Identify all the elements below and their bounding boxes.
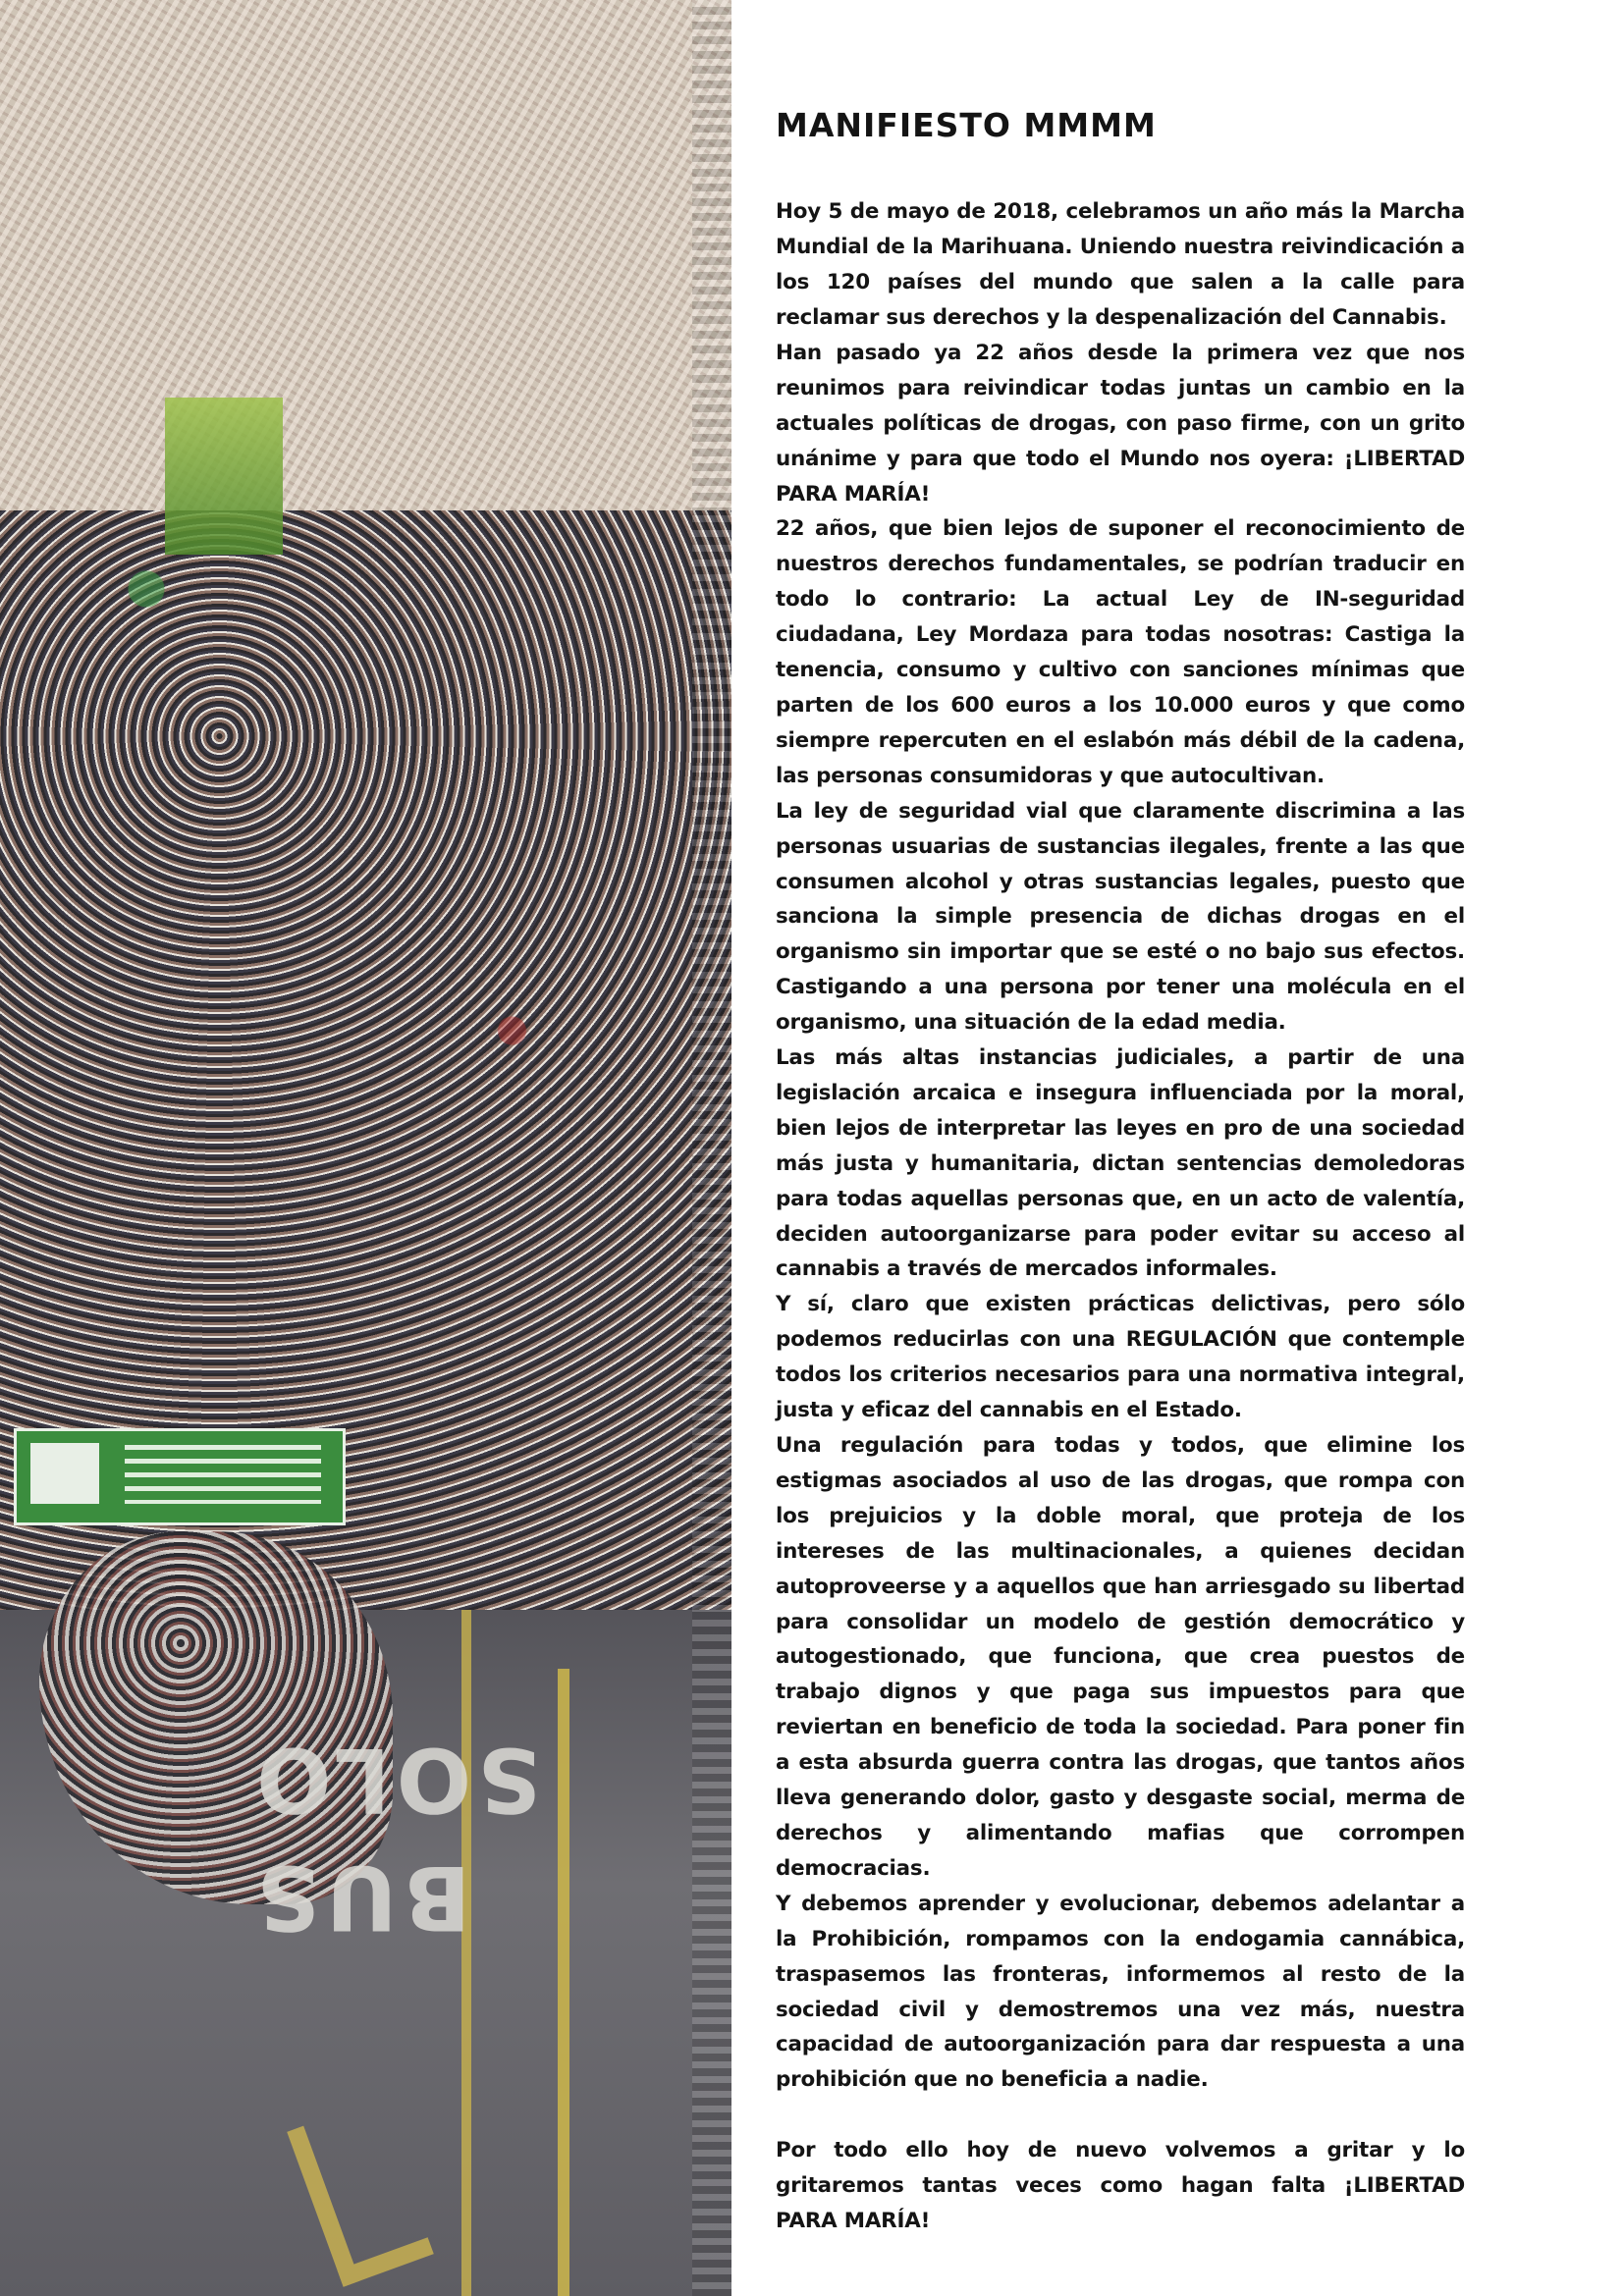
green-sign xyxy=(165,398,283,555)
paragraph: Han pasado ya 22 años desde la primera vez que nos reunimos para reivindicar todas juntas un cambio en la actuales políticas de drogas, con paso firme, con un grito unánime y para que todo el Mundo nos oyera: ¡LIBERTAD PARA MARÍA! xyxy=(776,340,1465,507)
banner-logo xyxy=(30,1443,99,1504)
closing-paragraph: Por todo ello hoy de nuevo volvemos a gritar y lo gritaremos tantas veces como hagan falta ¡LIBERTAD PARA MARÍA! xyxy=(776,2138,1465,2234)
manifesto-article xyxy=(776,108,1465,2239)
road-marking-bus: BUS xyxy=(250,1845,471,1949)
lane-line xyxy=(558,1669,569,2296)
march-crowd-photo xyxy=(0,0,731,2296)
march-banner xyxy=(14,1428,346,1525)
paragraph: Y sí, claro que existen prácticas delictivas, pero sólo podemos reducirlas con una REGULACIÓN que contemple todos los criterios necesarios para una normativa integral, justa y eficaz del cannabis en el Estado. xyxy=(776,1292,1465,1423)
lane-line xyxy=(461,1610,471,2296)
paragraph: Y debemos aprender y evolucionar, debemos adelantar a la Prohibición, rompamos con la endogamia cannábica, traspasemos las fronteras, informemos al resto de la sociedad civil y demostremos una vez más, nuestra capacidad de autoorganización para dar respuesta a una prohibición que no beneficia a nadie. xyxy=(776,1891,1465,2093)
article-title: MANIFIESTO MMMM xyxy=(776,106,1157,144)
paragraph: 22 años, que bien lejos de suponer el reconocimiento de nuestros derechos fundamentales, se podrían traducir en todo lo contrario: La actual Ley de IN-seguridad ciudadana, Ley Mordaza para todas nosotras: Castiga la tenencia, consumo y cultivo con sanciones mínimas que parten de los 600 euros a los 10.000 euros y que como siempre repercuten en el eslabón más débil de la cadena, las personas consumidoras y que autocultivan. xyxy=(776,516,1465,788)
spacer xyxy=(776,2098,1465,2133)
photo-edge xyxy=(692,0,731,2296)
road-marking-solo: SOLO xyxy=(250,1728,541,1831)
banner-lettering xyxy=(125,1445,321,1504)
paragraph: Una regulación para todas y todos, que elimine los estigmas asociados al uso de las drogas, que rompa con los prejuicios y la doble moral, que proteja de los intereses de las multinacionales, a quienes decidan autoproveerse y a aquellos que han arriesgado su libertad para consolidar un modelo de gestión democrático y autogestionado, que funciona, que crea puestos de trabajo dignos y que paga sus impuestos para que reviertan en beneficio de toda la sociedad. Para poner fin a esta absurda guerra contra las drogas, que tantos años lleva generando dolor, gasto y desgaste social, merma de derechos y alimentando mafias que corrompen democracias. xyxy=(776,1433,1465,1881)
crowd-distance xyxy=(0,0,731,510)
paragraph: La ley de seguridad vial que claramente discrimina a las personas usuarias de sustancias ilegales, frente a las que consumen alcohol y otras sustancias legales, puesto que sanciona la simple presencia de dichas drogas en el organismo sin importar que se esté o no bajo sus efectos. Castigando a una persona por tener una molécula en el organismo, una situación de la edad media. xyxy=(776,798,1465,1036)
paragraph: Hoy 5 de mayo de 2018, celebramos un año más la Marcha Mundial de la Marihuana. Uniendo nuestra reivindicación a los 120 países del mundo que salen a la calle para reclamar sus derechos y la despenalización del Cannabis. xyxy=(776,199,1465,331)
paragraph: Las más altas instancias judiciales, a partir de una legislación arcaica e insegura influenciada por la moral, bien lejos de interpretar las leyes en pro de una sociedad más justa y humanitaria, dictan sentencias demoledoras para todas aquellas personas que, en un acto de valentía, deciden autoorganizarse para poder evitar su acceso al cannabis a través de mercados informales. xyxy=(776,1045,1465,1282)
